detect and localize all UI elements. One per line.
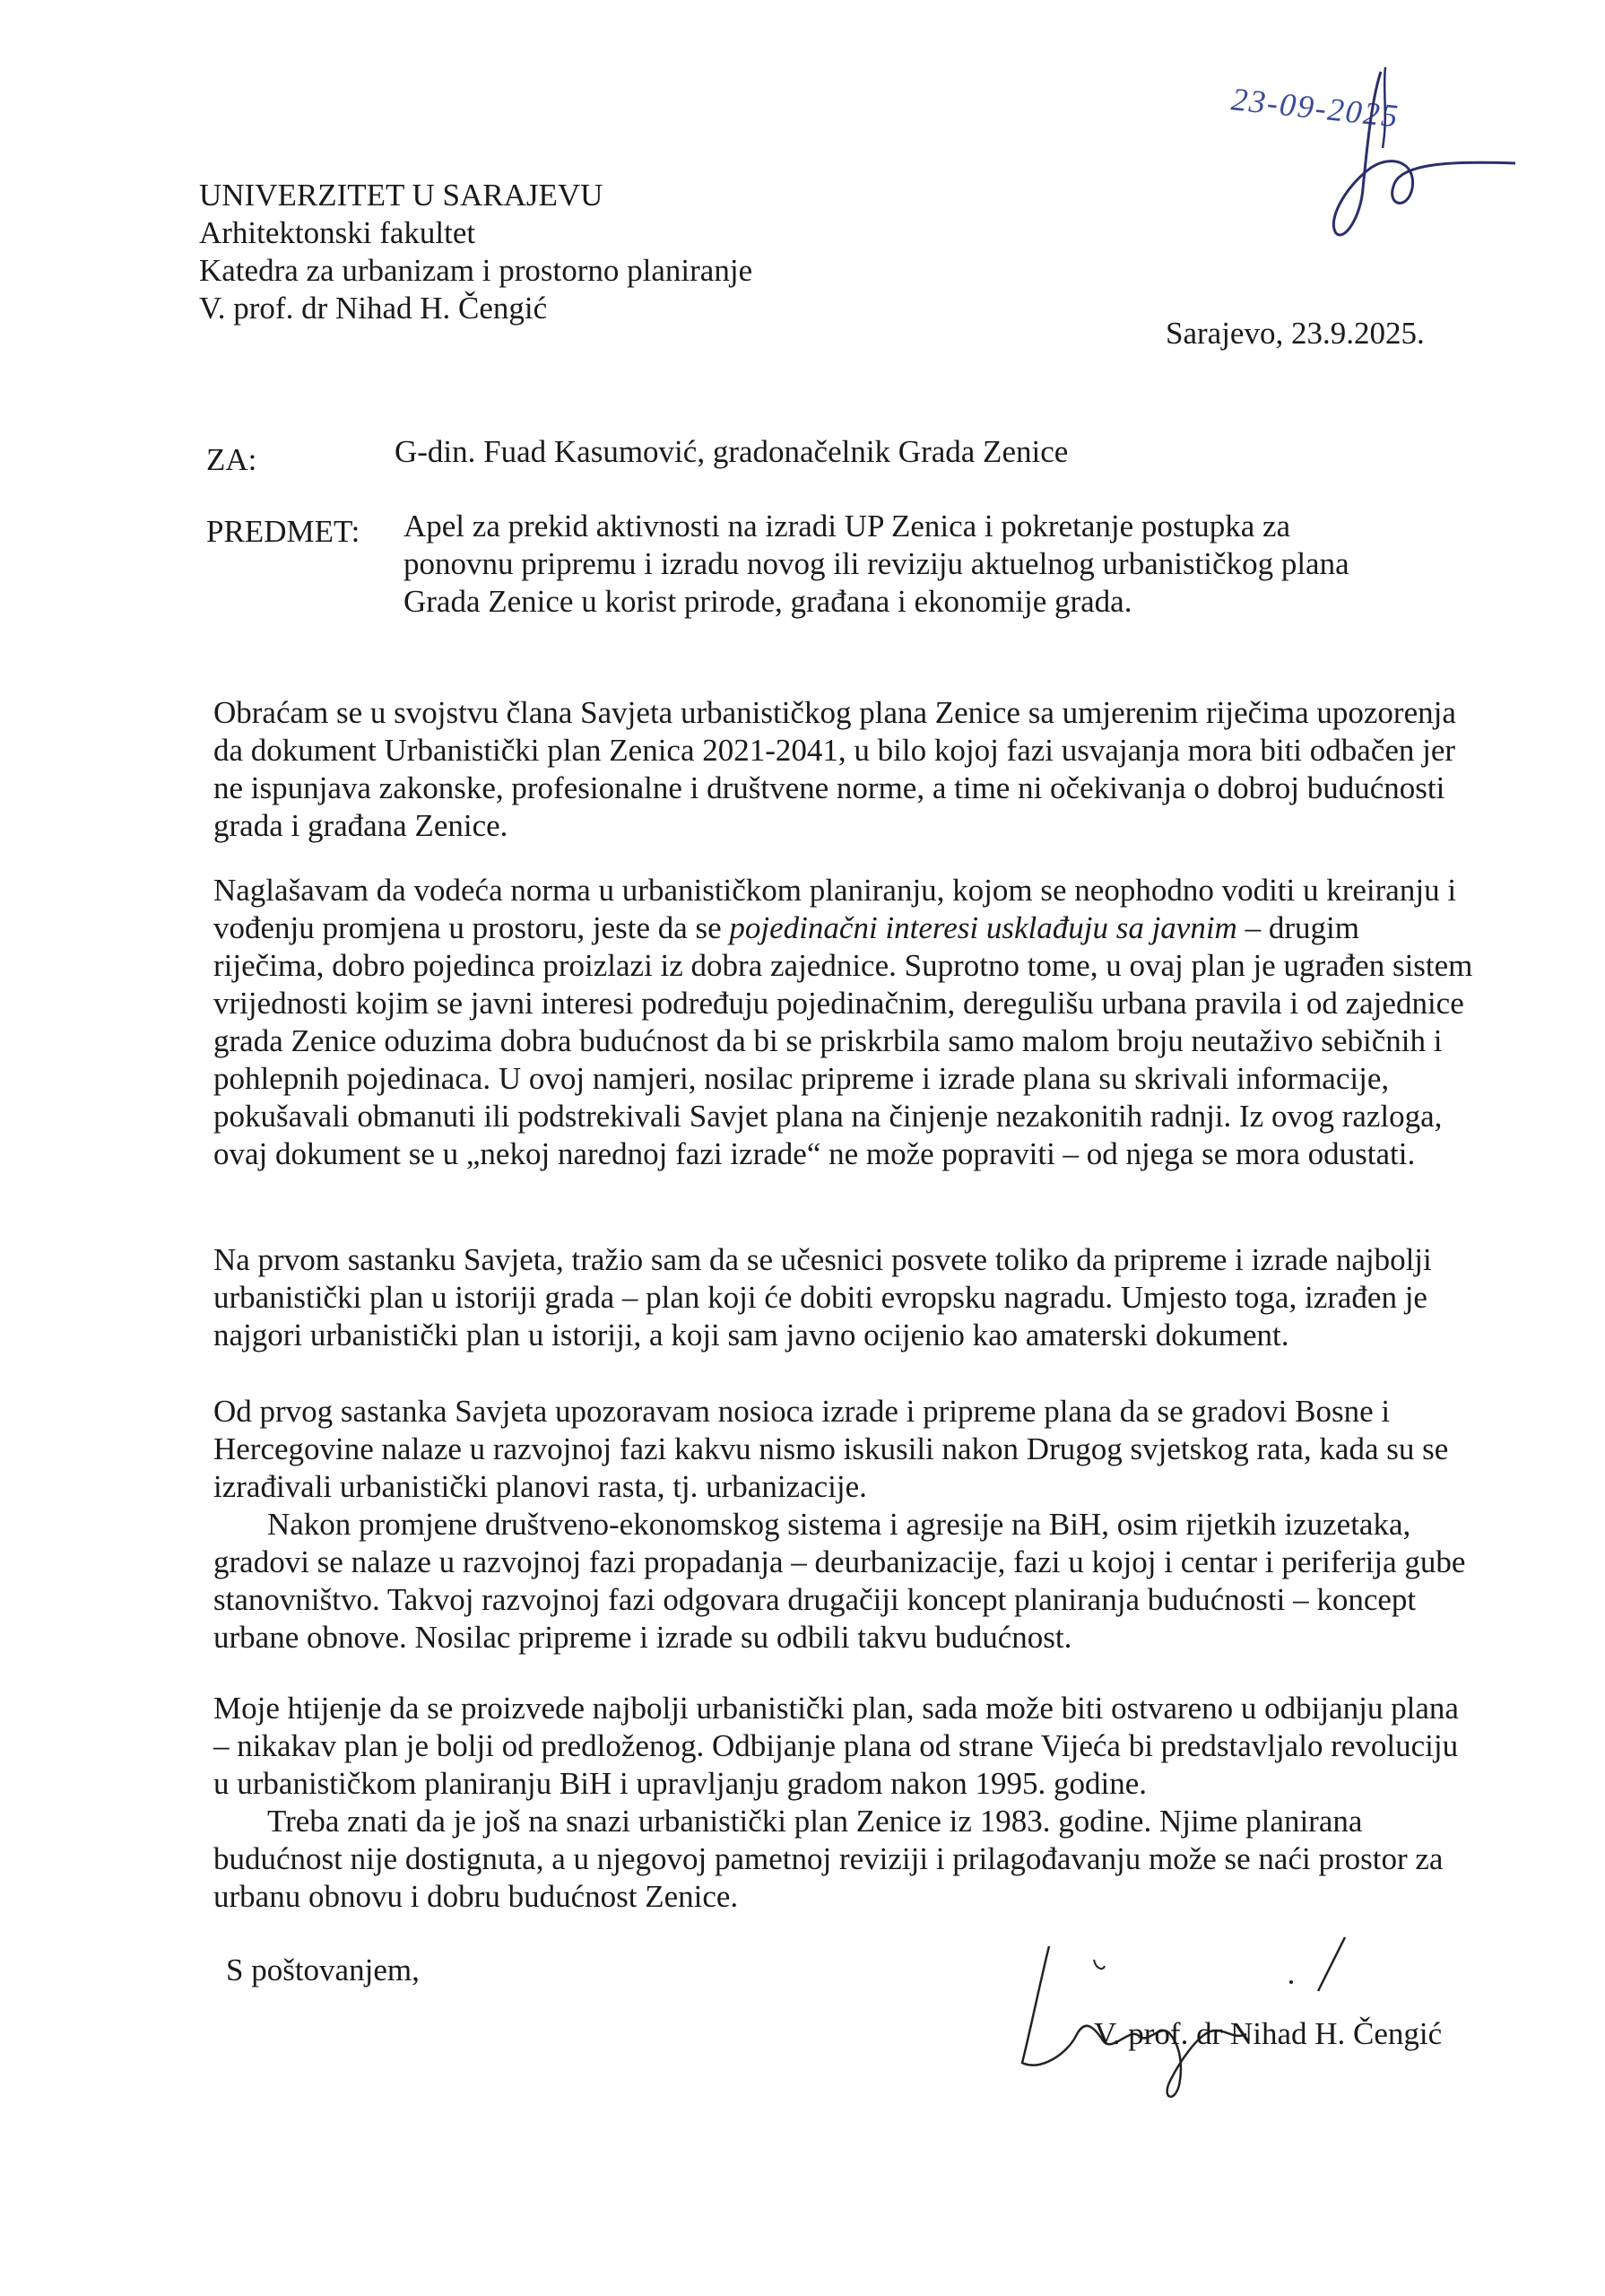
place-and-date: Sarajevo, 23.9.2025. bbox=[1166, 316, 1425, 351]
body-paragraph-5 bbox=[213, 1690, 1478, 1916]
signature-name: V. prof. dr Nihad H. Čengić bbox=[1094, 2016, 1443, 2051]
subject-line-1: Apel za prekid aktivnosti na izradi UP Zenica i pokretanje postupka za bbox=[403, 509, 1291, 544]
closing-salutation: S poštovanjem, bbox=[226, 1952, 420, 1987]
paragraph-text: Moje htijenje da se proizvede najbolji urbanistički plan, sada može biti ostvareno u odbijanju plana – nikakav plan je bolji od predloženog. Odbijanje plana od strane Vijeća bi predstavljalo revoluciju u urbanističkom planiranju BiH i upravljanju gradom nakon 1995. godine. bbox=[213, 1691, 1459, 1801]
paragraph-text-part: – drugim riječima, dobro pojedinca proizlazi iz dobra zajednice. Suprotno tome, u ovaj plan je ugrađen sistem vrijednosti kojim se javni interesi podređuju pojedinačnim, deregulišu urbana pravila i od zajednice grada Zenice oduzima dobra budućnost da bi se priskrbila samo malom broju neutaživo sebičnih i pohlepnih pojedinaca. U ovoj namjeri, nosilac pripreme i izrade plana su skrivali informacije, pokušavali obmanuti ili podstrekivali Savjet plana na činjenje nezakonitih radnji. Iz ovog razloga, ovaj dokument se u „nekoj narednoj fazi izrade“ ne može popraviti – od njega se mora odustati. bbox=[213, 910, 1473, 1171]
subject-label: PREDMET: bbox=[206, 514, 360, 549]
recipient-value: G-din. Fuad Kasumović, gradonačelnik Grada Zenice bbox=[395, 434, 1069, 469]
sender-department: Katedra za urbanizam i prostorno planiranje bbox=[199, 253, 753, 288]
paragraph-text: Nakon promjene društveno-ekonomskog sistema i agresije na BiH, osim rijetkih izuzetaka, gradovi se nalaze u razvojnoj fazi propadanja – deurbanizacije, fazi u kojoj i centar i periferija gube stanovništvo. Takvoj razvojnoj fazi odgovara drugačiji koncept planiranja budućnosti – koncept urbane obnove. Nosilac pripreme i izrade su odbili takvu budućnost. bbox=[213, 1507, 1466, 1655]
paragraph-text-part: Naglašavam da vodeća norma u urbanističkom planiranju, kojom se neophodno voditi u kreiranju i vođenju promjena u prostoru, jeste da se bbox=[213, 873, 1457, 945]
paragraph-text: Obraćam se u svojstvu člana Savjeta urbanističkog plana Zenice sa umjerenim riječima upozorenja da dokument Urbanistički plan Zenica 2021-2041, u bilo kojoj fazi usvajanja mora biti odbačen jer ne ispunjava zakonske, profesionalne i društvene norme, a time ni očekivanja o dobroj budućnosti grada i građana Zenice. bbox=[213, 695, 1456, 843]
subject-line-3: Grada Zenice u korist prirode, građana i ekonomije grada. bbox=[403, 584, 1132, 619]
body-paragraph-3 bbox=[213, 1241, 1478, 1354]
sender-author: V. prof. dr Nihad H. Čengić bbox=[199, 291, 548, 326]
received-stamp-date: 23-09-2025 bbox=[1229, 81, 1401, 135]
paragraph-text: Na prvom sastanku Savjeta, tražio sam da se učesnici posvete toliko da pripreme i izrade najbolji urbanistički plan u istoriji grada – plan koji će dobiti evropsku nagradu. Umjesto toga, izrađen je najgori urbanistički plan u istoriji, a koji sam javno ocijenio kao amaterski dokument. bbox=[213, 1242, 1432, 1352]
sender-university: UNIVERZITET U SARAJEVU bbox=[199, 178, 603, 213]
recipient-label: ZA: bbox=[206, 442, 257, 477]
body-paragraph-4 bbox=[213, 1393, 1478, 1657]
emphasized-text: pojedinačni interesi usklađuju sa javnim bbox=[729, 910, 1237, 945]
stamp-initials-scribble bbox=[1282, 63, 1524, 269]
sender-block bbox=[199, 177, 752, 327]
paragraph-text bbox=[213, 872, 1478, 1173]
subject-text bbox=[403, 508, 1462, 621]
body-paragraph-1 bbox=[213, 694, 1478, 845]
paragraph-text: Treba znati da je još na snazi urbanistički plan Zenice iz 1983. godine. Njime planirana budućnost nije dostignuta, a u njegovoj pametnoj reviziji i prilagođavanju može se naći prostor za urbanu obnovu i dobru budućnost Zenice. bbox=[213, 1804, 1444, 1914]
subject-line-2: ponovnu pripremu i izradu novog ili reviziju aktuelnog urbanističkog plana bbox=[403, 546, 1349, 581]
paragraph-text: Od prvog sastanka Savjeta upozoravam nosioca izrade i pripreme plana da se gradovi Bosne i Hercegovine nalaze u razvojnoj fazi kakvu nismo iskusili nakon Drugog svjetskog rata, kada su se izrađivali urbanistički planovi rasta, tj. urbanizacije. bbox=[213, 1394, 1449, 1504]
body-paragraph-2 bbox=[213, 872, 1478, 1173]
sender-faculty: Arhitektonski fakultet bbox=[199, 215, 476, 250]
